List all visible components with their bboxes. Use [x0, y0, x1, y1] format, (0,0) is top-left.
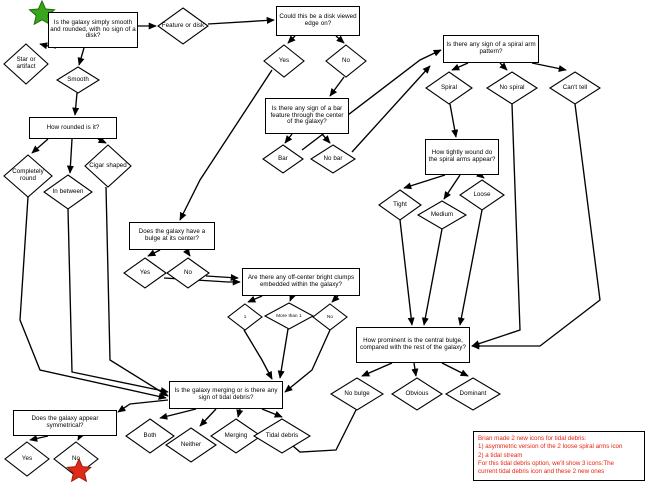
node-label: Bar	[278, 154, 288, 162]
node-label: How prominent is the central bulge, compared with the rest of the galaxy?	[360, 337, 466, 351]
node-n31[interactable]	[331, 378, 383, 410]
node-label: How rounded is it?	[46, 123, 100, 131]
node-label: No	[341, 56, 350, 64]
node-label: Merging	[224, 431, 248, 439]
node-n15[interactable]	[443, 35, 539, 63]
node-n4[interactable]	[158, 8, 208, 44]
node-n29[interactable]	[313, 304, 347, 330]
node-label: Smooth	[67, 75, 89, 83]
node-n17[interactable]	[487, 72, 537, 104]
node-label: Is the galaxy simply smooth and rounded, with no sign of a disk?	[50, 18, 136, 40]
node-label: No	[71, 454, 80, 462]
node-n33[interactable]	[446, 378, 500, 410]
node-n40[interactable]	[5, 442, 49, 476]
annotation-note	[473, 431, 645, 481]
node-label: Is the galaxy merging or is there any sign of tidal debris?	[174, 387, 278, 401]
node-n14[interactable]	[311, 145, 355, 173]
note-line-3: 2) a tidal stream	[478, 451, 523, 459]
node-label: How tightly wound do the spiral arms appear?	[428, 149, 496, 163]
node-label: Does the galaxy appear symmetrical?	[31, 415, 99, 429]
node-label: Can't tell	[562, 83, 588, 91]
node-n30[interactable]	[356, 327, 470, 363]
node-label: Feature or disk	[161, 21, 205, 29]
node-label: Obvious	[405, 389, 429, 397]
node-n18[interactable]	[550, 72, 600, 104]
node-label: Spiral	[440, 83, 458, 91]
node-label: Both	[143, 431, 157, 439]
node-label: Does the galaxy have a bulge at its center?	[138, 228, 206, 242]
node-n32[interactable]	[392, 378, 442, 410]
node-label: No	[327, 314, 333, 320]
node-label: Loose	[473, 190, 491, 198]
node-n2[interactable]	[4, 44, 48, 84]
node-label: No spiral	[499, 83, 525, 91]
node-n20[interactable]	[379, 190, 421, 220]
node-n39[interactable]	[13, 410, 117, 436]
node-label: 1	[243, 314, 247, 320]
node-n3[interactable]	[57, 67, 99, 93]
note-line-5: current tidal debris icon and these 2 new ones	[478, 468, 605, 476]
node-n25[interactable]	[167, 258, 209, 288]
node-label: Yes	[21, 454, 33, 462]
node-n23[interactable]	[129, 222, 215, 250]
node-label: Dominant	[459, 389, 487, 397]
node-label: Tight	[393, 200, 407, 208]
node-label: Cigar shaped	[89, 161, 127, 169]
node-n22[interactable]	[460, 180, 504, 210]
node-label: Tidal debris	[265, 431, 299, 439]
node-n16[interactable]	[426, 72, 472, 104]
node-label: Yes	[139, 268, 151, 276]
node-label: Is there any sign of a spiral arm pattern?	[446, 41, 536, 55]
node-n11[interactable]	[326, 45, 366, 77]
node-n8[interactable]	[85, 145, 131, 187]
node-n1[interactable]	[48, 12, 138, 48]
note-line-1: Brian made 2 new icons for tidal debris:	[478, 435, 587, 442]
node-n41[interactable]	[54, 442, 98, 476]
node-label: Neither	[180, 440, 202, 448]
node-label: No bulge	[344, 389, 370, 397]
node-n12[interactable]	[265, 98, 349, 134]
node-label: Completely round	[12, 168, 44, 182]
note-line-4: For this tidal debris option, we'll show 3 icons:The	[478, 460, 614, 468]
node-n5[interactable]	[29, 117, 117, 139]
node-n36[interactable]	[166, 428, 216, 462]
node-n38[interactable]	[254, 419, 310, 453]
node-label: No bar	[323, 154, 343, 162]
node-n19[interactable]	[425, 139, 499, 175]
node-label: Star or artifact	[16, 56, 36, 70]
node-label: Is there any sign of a bar feature through the center of the galaxy?	[270, 104, 344, 126]
node-n26[interactable]	[242, 268, 360, 296]
node-n24[interactable]	[124, 258, 166, 288]
node-n10[interactable]	[264, 45, 304, 77]
node-n27[interactable]	[228, 304, 262, 330]
node-label: Are there any off-center bright clumps embedded within the galaxy?	[247, 274, 355, 288]
node-label: Could this be a disk viewed edge on?	[279, 13, 357, 27]
node-label: Yes	[278, 56, 290, 64]
node-label: No	[183, 268, 192, 276]
node-n28[interactable]	[265, 303, 313, 329]
node-n13[interactable]	[263, 145, 303, 173]
node-n34[interactable]	[169, 381, 283, 409]
note-line-2: 1) asymmetric version of the 2 loose spiral arms icon	[478, 443, 623, 451]
node-n9[interactable]	[276, 6, 360, 36]
node-label: More than 1	[276, 313, 302, 319]
node-n21[interactable]	[418, 201, 466, 229]
node-label: In between	[52, 187, 84, 195]
node-label: Medium	[430, 210, 454, 218]
